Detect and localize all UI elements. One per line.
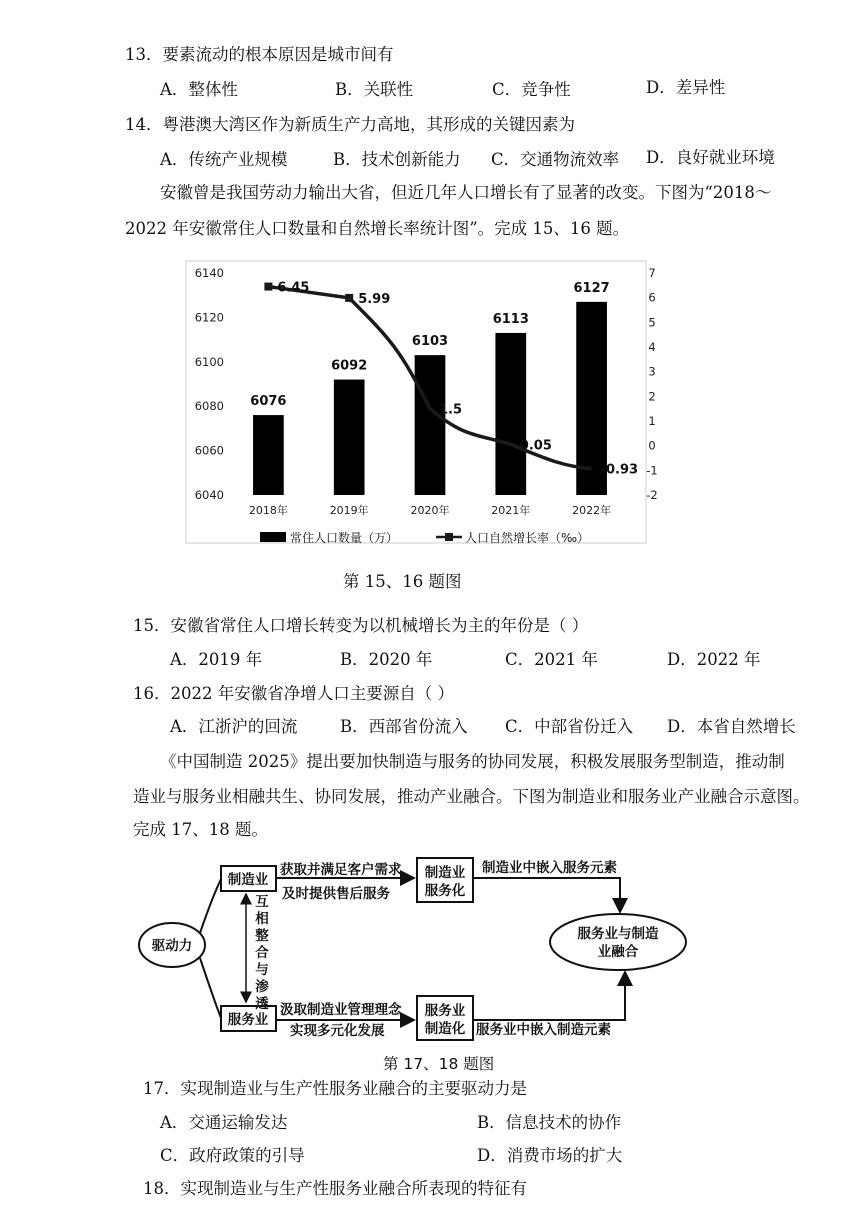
intro-15-16-line2: 2022 年安徽常住人口数量和自然增长率统计图”。完成 15、16 题。 — [125, 219, 630, 238]
y-right-tick-label: -2 — [646, 488, 658, 502]
bar-data-label: 6127 — [573, 280, 610, 296]
bottom-right-arrow — [473, 972, 625, 1020]
drive-label: 驱动力 — [151, 938, 193, 954]
bottom-arrow-label-1: 汲取制造业管理理念 — [280, 1002, 402, 1018]
branch-top — [200, 879, 221, 933]
intro-17-18-line1: 《中国制造 2025》提出要加快制造与服务的协同发展，积极发展服务型制造，推动制 — [160, 752, 785, 771]
q13-option-c: C．竞争性 — [492, 80, 571, 99]
y-left-tick-label: 6060 — [194, 443, 224, 458]
y-right-tick-label: 5 — [648, 315, 656, 330]
y-left-tick-label: 6140 — [194, 266, 224, 280]
svc-manufacturization-label-1: 服务业 — [424, 1003, 466, 1019]
q15-stem: 15．安徽省常住人口增长转变为以机械增长为主的年份是（ ） — [133, 616, 589, 635]
fusion-label-2: 业融合 — [597, 944, 639, 960]
bar-population — [334, 380, 365, 495]
y-left-tick-label: 6120 — [194, 310, 224, 325]
svg-text:相: 相 — [255, 911, 269, 927]
y-left-tick-label: 6100 — [194, 354, 224, 369]
svg-text:合: 合 — [255, 945, 269, 961]
mfg-servitization-label-1: 制造业 — [424, 865, 466, 881]
q13-option-b: B．关联性 — [335, 80, 414, 99]
x-tick-label: 2020年 — [410, 504, 450, 517]
legend-bar-swatch — [260, 532, 286, 542]
q17-option-c: C．政府政策的引导 — [160, 1146, 305, 1165]
x-tick-label: 2019年 — [329, 504, 369, 517]
top-arrow-label-2: 及时提供售后服务 — [282, 886, 390, 902]
q16-stem: 16．2022 年安徽省净增人口主要源自（ ） — [133, 684, 454, 703]
line-point — [264, 283, 272, 291]
fusion-label-1: 服务业与制造 — [577, 926, 659, 942]
q15-option-a: A．2019 年 — [170, 650, 263, 669]
intro-17-18-line2: 造业与服务业相融共生、协同发展，推动产业融合。下图为制造业和服务业产业融合示意图。 — [133, 787, 810, 806]
q17-option-b: B．信息技术的协作 — [477, 1113, 622, 1132]
top-right-arrow — [473, 878, 620, 912]
vertical-label — [255, 893, 269, 1012]
legend-line-marker — [445, 533, 453, 541]
y-left-tick-label: 6040 — [194, 488, 224, 502]
bar-population — [495, 333, 526, 495]
bottom-arrow-label-2: 实现多元化发展 — [290, 1023, 385, 1039]
q17-option-a: A．交通运输发达 — [160, 1113, 288, 1132]
y-right-tick-label: -1 — [646, 463, 658, 478]
top-arrow-label-1: 获取并满足客户需求 — [280, 862, 402, 878]
q16-option-d: D．本省自然增长 — [667, 717, 796, 736]
bottom-right-label: 服务业中嵌入制造元素 — [476, 1022, 611, 1038]
y-right-tick-label: 4 — [648, 340, 656, 354]
q16-option-b: B．西部省份流入 — [340, 717, 468, 736]
mfg-servitization-label-2: 服务化 — [424, 883, 466, 899]
bar-data-label: 6092 — [331, 358, 368, 374]
fig15-caption: 第 15、16 题图 — [343, 572, 462, 591]
legend-line-label: 人口自然增长率（‰） — [465, 531, 590, 545]
x-tick-label: 2021年 — [491, 504, 531, 517]
manufacturing-label: 制造业 — [227, 872, 269, 888]
svc-manufacturization-label-2: 制造化 — [424, 1021, 466, 1037]
bar-population — [253, 415, 284, 495]
line-data-label: 1.5 — [439, 402, 463, 418]
fig17-caption: 第 17、18 题图 — [383, 1055, 495, 1073]
line-point — [345, 294, 353, 302]
legend-bar-label: 常住人口数量（万） — [290, 531, 399, 545]
top-right-label: 制造业中嵌入服务元素 — [482, 860, 617, 876]
bar-data-label: 6103 — [411, 334, 449, 350]
y-right-tick-label: 0 — [648, 438, 656, 453]
bar-data-label: 6076 — [250, 394, 287, 410]
q13-option-d: D．差异性 — [646, 78, 726, 97]
y-right-tick-label: 1 — [648, 414, 656, 428]
q15-option-d: D．2022 年 — [667, 650, 761, 669]
q14-option-c: C．交通物流效率 — [491, 150, 620, 169]
intro-17-18-line3: 完成 17、18 题。 — [133, 820, 268, 839]
q13-stem: 13．要素流动的根本原因是城市间有 — [125, 45, 394, 64]
x-tick-label: 2022年 — [572, 504, 612, 517]
y-left-tick-label: 6080 — [194, 399, 224, 414]
q16-option-c: C．中部省份迁入 — [505, 717, 634, 736]
svg-text:互: 互 — [255, 894, 269, 910]
q14-option-b: B．技术创新能力 — [333, 150, 461, 169]
x-tick-label: 2018年 — [248, 504, 288, 517]
svg-text:整: 整 — [255, 928, 269, 944]
line-data-label: -0.93 — [600, 462, 639, 478]
y-right-tick-label: 2 — [648, 389, 656, 404]
intro-15-16-line1: 安徽曾是我国劳动力输出大省，但近几年人口增长有了显著的改变。下图为“2018～ — [160, 183, 772, 202]
svg-text:与: 与 — [255, 962, 269, 978]
q16-option-a: A．江浙沪的回流 — [170, 717, 298, 736]
q17-option-d: D．消费市场的扩大 — [477, 1146, 623, 1165]
q13-option-a: A．整体性 — [160, 80, 238, 99]
q17-stem: 17．实现制造业与生产性服务业融合的主要驱动力是 — [143, 1079, 527, 1098]
branch-bottom — [200, 958, 221, 1018]
fusion-ellipse — [550, 914, 686, 970]
bar-data-label: 6113 — [492, 311, 529, 327]
y-right-tick-label: 6 — [648, 290, 656, 305]
q14-option-a: A．传统产业规模 — [160, 150, 288, 169]
bar-population — [415, 355, 446, 495]
q15-option-c: C．2021 年 — [505, 650, 598, 669]
y-right-tick-label: 7 — [648, 266, 656, 280]
q18-stem: 18．实现制造业与生产性服务业融合所表现的特征有 — [143, 1179, 527, 1198]
line-data-label: 0.05 — [519, 438, 552, 454]
svg-text:渗: 渗 — [255, 979, 269, 995]
industry-fusion-diagram — [130, 850, 710, 1050]
service-label: 服务业 — [227, 1012, 269, 1028]
line-data-label: 5.99 — [358, 291, 391, 307]
q14-option-d: D．良好就业环境 — [646, 148, 775, 167]
svg-text:透: 透 — [255, 996, 269, 1012]
q15-option-b: B．2020 年 — [340, 650, 433, 669]
population-chart — [180, 255, 680, 555]
line-data-label: 6.45 — [277, 280, 310, 296]
q14-stem: 14．粤港澳大湾区作为新质生产力高地，其形成的关键因素为 — [125, 115, 575, 134]
y-right-tick-label: 3 — [648, 364, 656, 379]
